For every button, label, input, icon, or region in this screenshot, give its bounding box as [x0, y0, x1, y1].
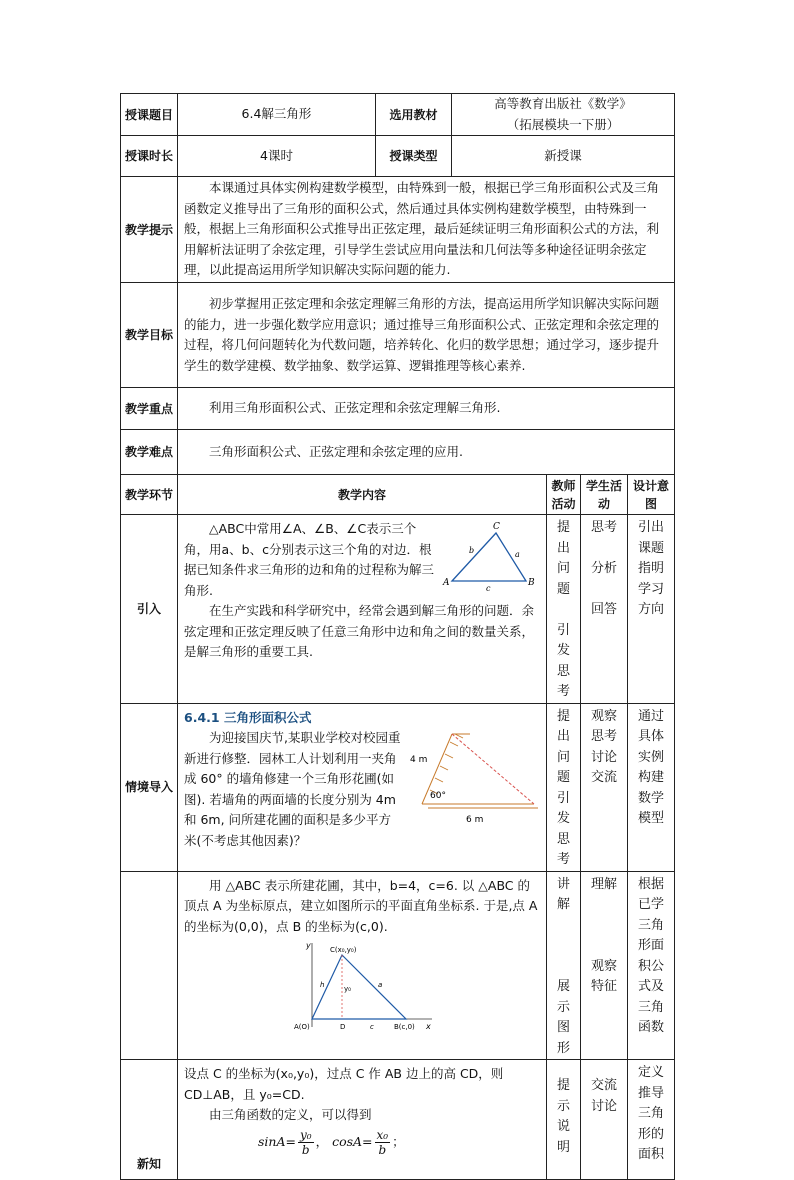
col-intent: 设计意图: [628, 475, 675, 515]
col-student: 学生活动: [581, 475, 628, 515]
trig-formula: [184, 1128, 540, 1157]
col-teacher: 教师活动: [547, 475, 581, 515]
point-b-label: B(c,0): [394, 1023, 415, 1031]
new-knowledge-content: [178, 1060, 547, 1180]
col-content: 教学内容: [178, 475, 547, 515]
keypoints-text: 利用三角形面积公式、正弦定理和余弦定理解三角形.: [178, 388, 675, 430]
intro-paragraph-2: 在生产实践和科学研究中，经常会遇到解三角形的问题．余弦定理和正弦定理反映了任意三角形中边和角之间的数量关系，是解三角形的重要工具.: [184, 603, 535, 659]
difficulties-label: 教学难点: [121, 430, 178, 475]
tips-text: 本课通过具体实例构建数学模型，由特殊到一般，根据已学三角形面积公式及三角函数定义推导出了三角形的面积公式，然后通过具体实例构建数学模型，由特殊到一般，根据上三角形面积公式推导出正弦定理，最后延续证明三角形面积公式的方法，利用解析法证明了余弦定理，引导学生尝试应用向量法和几何法等多种途径证明余弦定理，以此提高运用所学知识解决实际问题的能力.: [178, 177, 675, 283]
col-stage: 教学环节: [121, 475, 178, 515]
scenario-content: [178, 703, 547, 871]
triangle-on-axes: [312, 955, 406, 1019]
topic-label: 授课题目: [121, 94, 178, 136]
intro-student-activity: 思考 分析 回答: [581, 515, 628, 704]
coord-content: [178, 871, 547, 1060]
intro-teacher-activity: 提出问题 引发思考: [547, 515, 581, 704]
wall-length-6m: 6 m: [466, 815, 484, 824]
sin-fraction: [298, 1128, 314, 1157]
textbook-value: [452, 94, 675, 136]
textbook-label: 选用教材: [376, 94, 452, 136]
sin-denominator: b: [301, 1142, 310, 1157]
side-a-label: a: [515, 550, 520, 559]
cos-denominator: b: [378, 1142, 387, 1157]
point-d-label: D: [340, 1023, 346, 1031]
intro-paragraph-1: △ABC中常用∠A、∠B、∠C表示三个角，用a、b、c分别表示这三个角的对边．根据已知条件求三角形的边和角的过程称为解三角形.: [184, 521, 435, 598]
tips-label: 教学提示: [121, 177, 178, 283]
new-paragraph-2: 由三角函数的定义，可以得到: [209, 1107, 372, 1122]
wall-length-4m: 4 m: [410, 755, 428, 765]
cos-fraction: [375, 1128, 391, 1157]
corner-angle-label: 60°: [430, 791, 446, 801]
type-value: 新授课: [452, 136, 675, 177]
topic-value: 6.4解三角形: [178, 94, 376, 136]
point-c-label: C(x₀,y₀): [330, 946, 357, 954]
vertex-a-label: A: [443, 578, 450, 588]
vertex-c-label: C: [493, 522, 500, 532]
lesson-plan-table: [120, 93, 675, 1180]
scenario-design-intent: 通过具体实例构建数学模型: [628, 703, 675, 871]
side-c-label-coord: c: [370, 1023, 374, 1031]
coord-paragraph: 用 △ABC 表示所建花圃，其中，b=4，c=6. 以 △ABC 的顶点 A 为坐标原点，建立如图所示的平面直角坐标系. 于是,点 A 的坐标为(0,0)，点 B 的坐标为(c,0).: [184, 877, 538, 934]
scenario-teacher-activity: 提出问题引发思考: [547, 703, 581, 871]
side-h-label: h: [320, 981, 325, 989]
coord-teacher-activity: 讲解 展示图形: [547, 871, 581, 1060]
side-c-label: c: [486, 584, 491, 591]
duration-label: 授课时长: [121, 136, 178, 177]
textbook-line2: （拓展模块一下册）: [506, 116, 620, 132]
side-b-label: b: [469, 546, 475, 555]
coordinate-figure: [294, 941, 434, 1031]
x-axis-label: x: [426, 1022, 431, 1031]
stage-scenario: 情境导入: [121, 703, 178, 871]
triangle-abc-figure: [440, 519, 540, 591]
y0-label: y₀: [344, 985, 351, 993]
intro-content: [178, 515, 547, 704]
side-a-label-coord: a: [378, 981, 383, 989]
coord-student-activity: 理解 观察特征: [581, 871, 628, 1060]
type-label: 授课类型: [376, 136, 452, 177]
difficulties-text: 三角形面积公式、正弦定理和余弦定理的应用.: [178, 430, 675, 475]
intro-design-intent: 引出课题指明学习方向: [628, 515, 675, 704]
cos-numerator: x₀: [376, 1127, 389, 1142]
wall-hatch-lines: [430, 734, 463, 794]
new-student-activity: 交流讨论: [581, 1060, 628, 1180]
new-paragraph-1: 设点 C 的坐标为(x₀,y₀)，过点 C 作 AB 边上的高 CD，则 CD⊥AB，且 y₀=CD.: [184, 1066, 504, 1102]
sin-lhs: sinA=: [258, 1133, 296, 1149]
textbook-line1: 高等教育出版社《数学》: [494, 96, 632, 111]
goals-label: 教学目标: [121, 283, 178, 388]
duration-value: 4课时: [178, 136, 376, 177]
formula-separator: ，: [315, 1133, 329, 1149]
origin-label: A(O): [294, 1023, 310, 1031]
garden-third-side: [452, 734, 534, 804]
formula-end: ；: [392, 1133, 405, 1149]
new-design-intent: 定义推导三角形的面积: [628, 1060, 675, 1180]
vertex-b-label: B: [528, 578, 535, 588]
section-title-area-formula: 6.4.1 三角形面积公式: [184, 709, 312, 725]
scenario-paragraph: 为迎接国庆节,某职业学校对校园重新进行修整．园林工人计划利用一夹角成 60° 的墙角修建一个三角形花圃(如图). 若墙角的两面墙的长度分别为 4m 和 6m, 问所建花圃的面积是多少平方米(不考虑其他因素)？: [184, 730, 401, 848]
y-axis-label: y: [306, 941, 311, 950]
sin-numerator: y₀: [299, 1127, 312, 1142]
goals-text: 初步掌握用正弦定理和余弦定理解三角形的方法，提高运用所学知识解决实际问题的能力，进一步强化数学应用意识；通过推导三角形面积公式、正弦定理和余弦定理的过程，将几何问题转化为代数问题，培养转化、化归的数学思想；通过学习，逐步提升学生的数学建模、数学抽象、数学运算、逻辑推理等核心素养.: [178, 283, 675, 388]
stage-blank: [121, 871, 178, 1060]
coord-design-intent: 根据已学三角形面积公式及三角函数: [628, 871, 675, 1060]
stage-new-knowledge: 新知: [121, 1060, 178, 1180]
cos-lhs: cosA=: [332, 1133, 373, 1149]
new-teacher-activity: 提示说明: [547, 1060, 581, 1180]
stage-intro: 引入: [121, 515, 178, 704]
scenario-student-activity: 观察思考讨论交流: [581, 703, 628, 871]
garden-corner-figure: [408, 728, 540, 824]
keypoints-label: 教学重点: [121, 388, 178, 430]
